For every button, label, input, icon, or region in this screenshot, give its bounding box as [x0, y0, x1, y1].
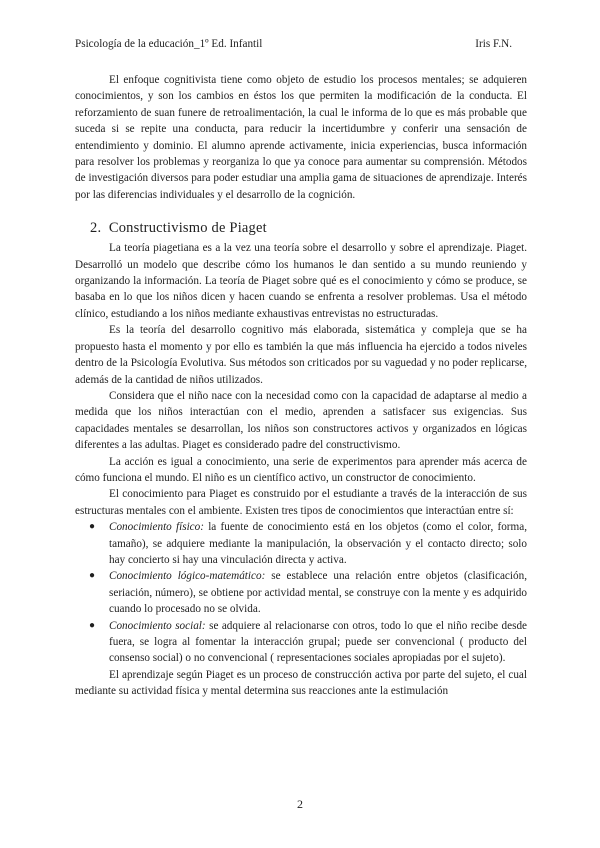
- list-item-text: se adquiere al relacionarse con otros, todo lo que el niño recibe desde fuera, se logra al fomentar la interacción grupal; puede ser convencional ( producto del consenso social) o no convencional ( representaciones sociales apropiadas por el sujeto).: [109, 619, 527, 665]
- bullet-icon: ●: [89, 570, 96, 582]
- body-paragraph: La acción es igual a conocimiento, una serie de experimentos para aprender más acerca de cómo funciona el mundo. El niño es un científico activo, un constructor de conocimiento.: [75, 455, 527, 484]
- list-item-term: Conocimiento físico:: [109, 521, 204, 534]
- knowledge-types-list: [75, 519, 527, 667]
- body-paragraph: La teoría piagetiana es a la vez una teoría sobre el desarrollo y sobre el aprendizaje. Piaget. Desarrolló un modelo que describe cómo los humanos le dan sentido a su mundo reuniendo y organizando la información. La teoría de Piaget sobre qué es el conocimiento y cómo se produce, se basaba en lo que los niños dicen y hacen cuando se enfrenta a resolver problemas. Usa el método clínico, estudiando a los niños mediante exhaustivas entrevistas no estructuradas.: [75, 242, 527, 320]
- list-item-term: Conocimiento social:: [109, 619, 206, 632]
- page-header: [75, 38, 512, 54]
- list-item: [75, 568, 527, 617]
- body-paragraph: Considera que el niño nace con la necesidad como con la capacidad de adaptarse al medio a medida que los niños interactúan con el medio, aprenden a satisfacer sus exigencias. Sus capacidades mentales se desarrollan, los niños son constructores activos y organizados en lógicas diferentes a las adultas. Piaget es considerado padre del constructivismo.: [75, 389, 527, 452]
- list-item-term: Conocimiento lógico-matemático:: [109, 570, 266, 583]
- list-item: [75, 618, 527, 667]
- bullet-icon: ●: [89, 619, 96, 631]
- header-author: Iris F.N.: [475, 38, 512, 50]
- section-title: Constructivismo de Piaget: [108, 220, 267, 237]
- body-paragraph: Es la teoría del desarrollo cognitivo más elaborada, sistemática y compleja que se ha propuesto hasta el momento y por ello es también la que más influencia ha ejercido a todos niveles dentro de la Psicología Evolutiva. Sus métodos son criticados por su vaguedad y no poder replicarse, además de la cantidad de niños utilizados.: [75, 324, 527, 386]
- header-course-title: Psicología de la educación_1º Ed. Infantil: [75, 38, 263, 50]
- list-item-text: se establece una relación entre objetos (clasificación, seriación, número), se obtiene por actividad mental, se construye con la mente y es adquirido cuando lo procesado no se olvida.: [109, 570, 527, 616]
- body-paragraph: El conocimiento para Piaget es construido por el estudiante a través de la interacción de sus estructuras mentales con el ambiente. Existen tres tipos de conocimientos que interactúan entre sí:: [75, 488, 527, 517]
- closing-paragraph: El aprendizaje según Piaget es un proceso de construcción activa por parte del sujeto, el cual mediante su actividad física y mental determina sus reacciones ante la estimulación: [75, 668, 527, 698]
- page-number: 2: [297, 797, 303, 811]
- intro-paragraph: El enfoque cognitivista tiene como objeto de estudio los procesos mentales; se adquieren conocimientos, y son los cambios en éstos los que permiten la modificación de la conducta. El reforzamiento de suan funere de retroalimentación, la cual le informa de lo que es más probable que suceda si se repite una conducta, para reducir la incertidumbre y conferir una sensación de entendimiento y dominio. El alumno aprende activamente, inicia experiencias, busca información para resolver los problemas y reorganiza lo que ya conoce para aumentar su comprensión. Métodos de investigación diversos para poder estudiar una amplia gama de situaciones de aprendizaje. Interés por las diferencias individuales y el desarrollo de la cognición.: [75, 74, 527, 201]
- section-heading: [90, 219, 527, 237]
- list-item: [75, 519, 527, 568]
- section-number: 2.: [90, 220, 102, 237]
- list-item-text: la fuente de conocimiento está en los objetos (como el color, forma, tamaño), se adquiere mediante la manipulación, la observación y el contacto directo; solo hay concierto si hay una vinculación directa y activa.: [109, 521, 527, 566]
- bullet-icon: ●: [89, 521, 96, 533]
- document-body: [75, 72, 527, 700]
